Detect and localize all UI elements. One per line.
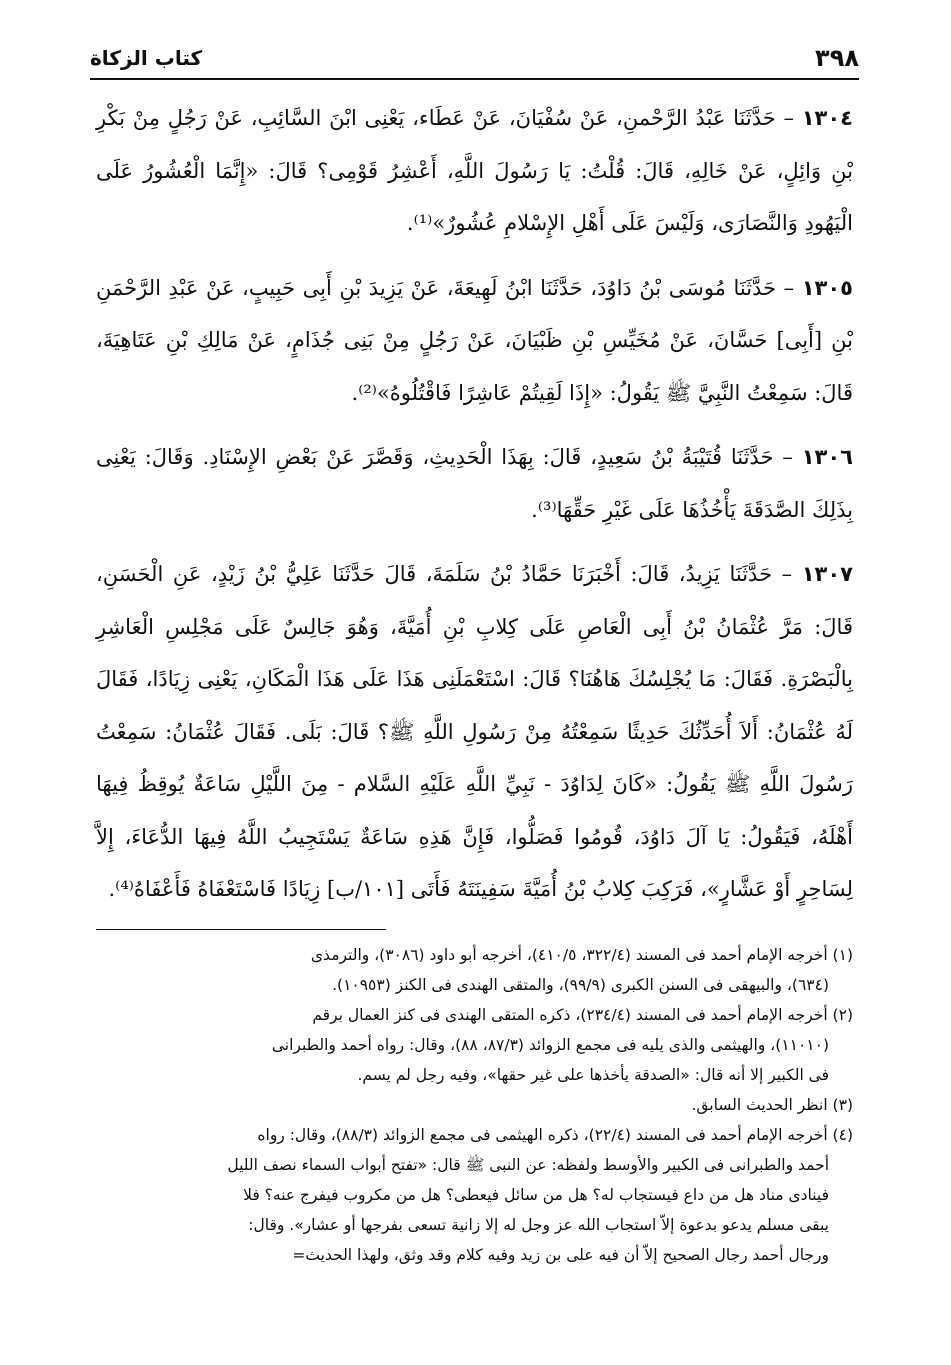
footnote-2-line-3: فى الكبير إلا أنه قال: «الصدقة يأخذها على غير حقها»، وفيه رجل لم يسم. — [357, 1066, 829, 1084]
hadith-text: حَدَّثَنَا قُتَيْبَةُ بْنُ سَعِيدٍ، قَالَ: بِهَذَا الْحَدِيثِ، وَقَصَّرَ عَنْ بَعْضِ الإِسْنَادِ. وَقَالَ: يَعْنِى بِذَلِكَ الصَّدَقَةَ يَأْخُذُهَا عَلَى غَيْرِ حَقِّهَا⁽³⁾. — [96, 445, 853, 522]
hadith-text: حَدَّثَنَا مُوسَى بْنُ دَاوُدَ، حَدَّثَنَا ابْنُ لَهِيعَةَ، عَنْ يَزِيدَ بْنِ أَبِى حَبِيبٍ، عَنْ عَبْدِ الرَّحْمَنِ بْنِ [أَبِى] حَسَّانَ، عَنْ مُخَيِّسِ بْنِ ظَبْيَانَ، عَنْ رَجُلٍ مِنْ بَنِى جُذَامٍ، عَنْ مَالِكِ بْنِ عَتَاهِيَةَ، قَالَ: سَمِعْتُ النَّبِيَّ ﷺ يَقُولُ: «إِذَا لَقِيتُمْ عَاشِرًا فَاقْتُلُوهُ»⁽²⁾. — [96, 275, 853, 405]
footnote-4-line-3: فينادى مناد هل من داع فيستجاب له؟ هل من سائل فيعطى؟ هل من مكروب فيفرج عنه؟ فلا — [243, 1186, 829, 1204]
footnote-3-line-1: (٣) انظر الحديث السابق. — [691, 1096, 853, 1114]
footnote-2-line-2: (١١٠١٠)، والهيثمى والذى يليه فى مجمع الزوائد (٨٧/٣، ٨٨)، وقال: رواه أحمد والطبرانى — [271, 1036, 829, 1054]
footnote-1-line-2: (٦٣٤)، والبيهقى فى السنن الكبرى (٩٩/٩)، والمتقى الهندى فى الكنز (١٠٩٥٣). — [332, 976, 829, 994]
hadith-text: حَدَّثَنَا يَزِيدُ، قَالَ: أَخْبَرَنَا حَمَّادُ بْنُ سَلَمَةَ، قَالَ حَدَّثَنَا عَلِيُّ بْنُ زَيْدٍ، عَنِ الْحَسَنِ، قَالَ: مَرَّ عُثْمَانُ بْنُ أَبِى الْعَاصِ عَلَى كِلابِ بْنِ أُمَيَّةَ، وَهُوَ جَالِسٌ عَلَى مَجْلِسِ الْعَاشِرِ بِالْبَصْرَةِ. فَقَالَ: مَا يُجْلِسُكَ هَاهُنَا؟ قَالَ: اسْتَعْمَلَنِى هَذَا عَلَى هَذَا الْمَكَانِ، يَعْنِى زِيَادًا، فَقَالَ لَهُ عُثْمَانُ: أَلاَ أُحَدِّثُكَ حَدِيثًا سَمِعْتُهُ مِنْ رَسُولِ اللَّهِ ﷺ؟ قَالَ: بَلَى. فَقَالَ عُثْمَانُ: سَمِعْتُ رَسُولَ اللَّهِ ﷺ يَقُولُ: «كَانَ لِدَاوُدَ - نَبِيِّ اللَّهِ عَلَيْهِ السَّلام - مِنَ اللَّيْلِ سَاعَةٌ يُوقِظُ فِيهَا أَهْلَهُ، فَيَقُولُ: يَا آلَ دَاوُدَ، قُومُوا فَصَلُّوا، فَإِنَّ هَذِهِ سَاعَةٌ يَسْتَجِيبُ اللَّهُ فِيهَا الدُّعَاءَ، إِلاَّ لِسَاحِرٍ أَوْ عَشَّارٍ»، فَرَكِبَ كِلابُ بْنُ أُمَيَّةَ سَفِينَتَهُ فَأَتَى [١٠١/ب] زِيَادًا فَاسْتَعْفَاهُ فَأَعْفَاهُ⁽⁴⁾. — [96, 562, 853, 901]
hadith-1307: ١٣٠٧ – حَدَّثَنَا يَزِيدُ، قَالَ: أَخْبَرَنَا حَمَّادُ بْنُ سَلَمَةَ، قَالَ حَدَّثَنَا عَلِيُّ بْنُ زَيْدٍ، عَنِ الْحَسَنِ، قَالَ: مَرَّ عُثْمَانُ بْنُ أَبِى الْعَاصِ عَلَى كِلابِ بْنِ أُمَيَّةَ، وَهُوَ جَالِسٌ عَلَى مَجْلِسِ الْعَاشِرِ بِالْبَصْرَةِ. فَقَالَ: مَا يُجْلِسُكَ هَاهُنَا؟ قَالَ: اسْتَعْمَلَنِى هَذَا عَلَى هَذَا الْمَكَانِ، يَعْنِى زِيَادًا، فَقَالَ لَهُ عُثْمَانُ: أَلاَ أُحَدِّثُكَ حَدِيثًا سَمِعْتُهُ مِنْ رَسُولِ اللَّهِ ﷺ؟ قَالَ: بَلَى. فَقَالَ عُثْمَانُ: سَمِعْتُ رَسُولَ اللَّهِ ﷺ يَقُولُ: «كَانَ لِدَاوُدَ - نَبِيِّ اللَّهِ عَلَيْهِ السَّلام - مِنَ اللَّيْلِ سَاعَةٌ يُوقِظُ فِيهَا أَهْلَهُ، فَيَقُولُ: يَا آلَ دَاوُدَ، قُومُوا فَصَلُّوا، فَإِنَّ هَذِهِ سَاعَةٌ يَسْتَجِيبُ اللَّهُ فِيهَا الدُّعَاءَ، إِلاَّ لِسَاحِرٍ أَوْ عَشَّارٍ»، فَرَكِبَ كِلابُ بْنُ أُمَيَّةَ سَفِينَتَهُ فَأَتَى [١٠١/ب] زِيَادًا فَاسْتَعْفَاهُ فَأَعْفَاهُ⁽⁴⁾. — [96, 562, 853, 901]
footnote-4-line-2: أحمد والطبرانى فى الكبير والأوسط ولفظه: عن النبى ﷺ قال: «تفتح أبواب السماء نصف الليل — [227, 1156, 829, 1174]
hadith-number: ١٣٠٦ — [801, 445, 853, 469]
footnote-4-line-5: ورجال أحمد رجال الصحيح إلاّ أن فيه على بن زيد وفيه كلام وقد وثق، ولهذا الحديث= — [292, 1246, 829, 1264]
footnote-2-line-1: (٢) أخرجه الإمام أحمد فى المسند (٢٣٤/٤)، ذكره المتقى الهندى فى كنز العمال برقم — [312, 1006, 853, 1024]
hadith-1306: ١٣٠٦ – حَدَّثَنَا قُتَيْبَةُ بْنُ سَعِيدٍ، قَالَ: بِهَذَا الْحَدِيثِ، وَقَصَّرَ عَنْ بَعْضِ الإِسْنَادِ. وَقَالَ: يَعْنِى بِذَلِكَ الصَّدَقَةَ يَأْخُذُهَا عَلَى غَيْرِ حَقِّهَا⁽³⁾. — [96, 445, 853, 522]
footnote-separator — [96, 929, 386, 930]
page-header — [90, 38, 859, 80]
page-number: ٣٩٨ — [815, 44, 859, 72]
footnote-4-line-1: (٤) أخرجه الإمام أحمد فى المسند (٢٢/٤)، ذكره الهيثمى فى مجمع الزوائد (٨٨/٣)، وقال: رواه — [257, 1126, 853, 1144]
footnotes — [96, 940, 853, 1270]
hadith-1304: ١٣٠٤ – حَدَّثَنَا عَبْدُ الرَّحْمنِ، عَنْ سُفْيَانَ، عَنْ عَطَاء، يَعْنِى ابْنَ السَّائِبِ، عَنْ رَجُلٍ مِنْ بَكْرِ بْنِ وَائِلٍ، عَنْ خَالِهِ، قَالَ: قُلْتُ: يَا رَسُولَ اللَّهِ، أَعْشِرُ قَوْمِى؟ قَالَ: «إِنَّمَا الْعُشُورُ عَلَى الْيَهُودِ وَالنَّصَارَى، وَلَيْسَ عَلَى أَهْلِ الإِسْلامِ عُشُورٌ»⁽¹⁾. — [96, 106, 853, 235]
book-title: كتاب الزكاة — [90, 46, 203, 70]
footnote-4-line-4: يبقى مسلم يدعو بدعوة إلاّ استجاب الله عز وجل له إلا زانية تسعى بفرجها أو عشار». وقال: — [248, 1216, 829, 1234]
main-text — [96, 92, 853, 928]
hadith-text: حَدَّثَنَا عَبْدُ الرَّحْمنِ، عَنْ سُفْيَانَ، عَنْ عَطَاء، يَعْنِى ابْنَ السَّائِبِ، عَنْ رَجُلٍ مِنْ بَكْرِ بْنِ وَائِلٍ، عَنْ خَالِهِ، قَالَ: قُلْتُ: يَا رَسُولَ اللَّهِ، أَعْشِرُ قَوْمِى؟ قَالَ: «إِنَّمَا الْعُشُورُ عَلَى الْيَهُودِ وَالنَّصَارَى، وَلَيْسَ عَلَى أَهْلِ الإِسْلامِ عُشُورٌ»⁽¹⁾. — [96, 106, 853, 235]
hadith-1305: ١٣٠٥ – حَدَّثَنَا مُوسَى بْنُ دَاوُدَ، حَدَّثَنَا ابْنُ لَهِيعَةَ، عَنْ يَزِيدَ بْنِ أَبِى حَبِيبٍ، عَنْ عَبْدِ الرَّحْمَنِ بْنِ [أَبِى] حَسَّانَ، عَنْ مُخَيِّسِ بْنِ ظَبْيَانَ، عَنْ رَجُلٍ مِنْ بَنِى جُذَامٍ، عَنْ مَالِكِ بْنِ عَتَاهِيَةَ، قَالَ: سَمِعْتُ النَّبِيَّ ﷺ يَقُولُ: «إِذَا لَقِيتُمْ عَاشِرًا فَاقْتُلُوهُ»⁽²⁾. — [96, 275, 853, 405]
footnote-1-line-1: (١) أخرجه الإمام أحمد فى المسند (٣٢٢/٤، ٤١٠/٥)، أخرجه أبو داود (٣٠٨٦)، والترمذى — [310, 946, 853, 964]
hadith-number: ١٣٠٤ — [801, 106, 853, 130]
hadith-number: ١٣٠٥ — [801, 275, 853, 300]
hadith-number: ١٣٠٧ — [801, 562, 853, 586]
